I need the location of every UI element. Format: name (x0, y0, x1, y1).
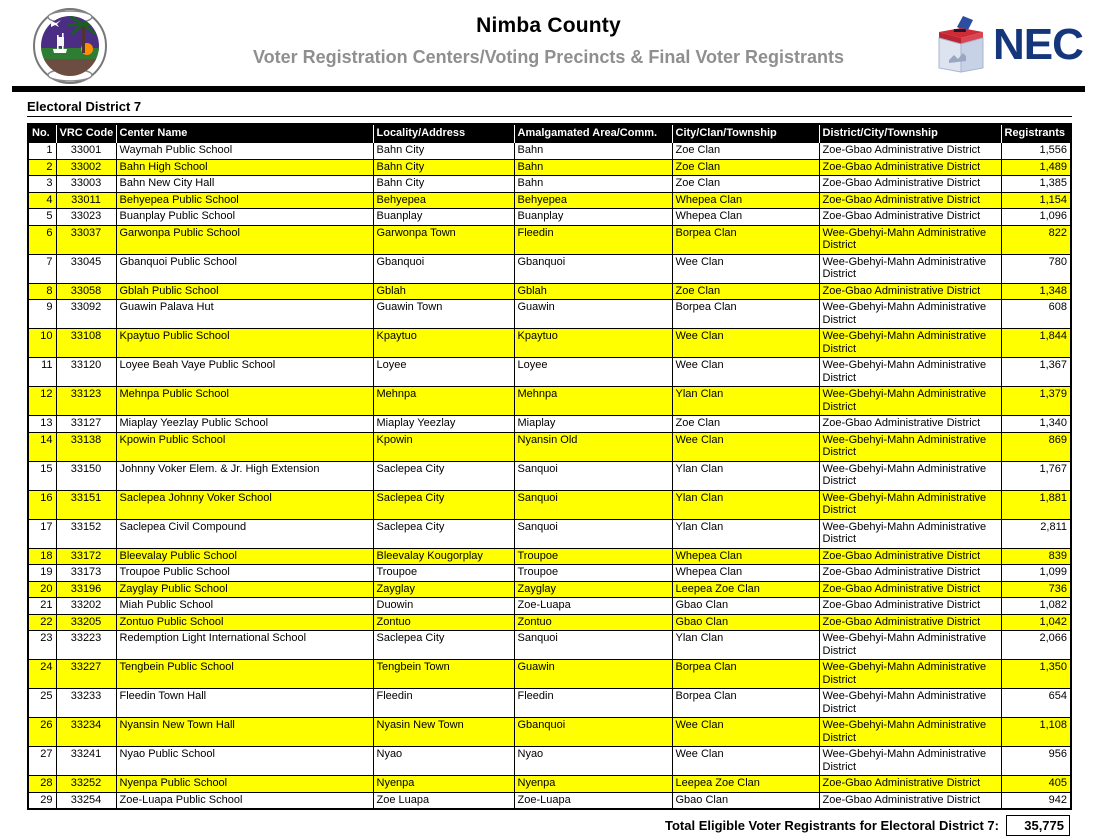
table-row (28, 143, 1071, 160)
cell-area: Gbanquoi (514, 254, 672, 283)
table-row (28, 461, 1071, 490)
cell-vrc-code: 33108 (56, 329, 116, 358)
cell-area: Loyee (514, 358, 672, 387)
cell-district: Zoe-Gbao Administrative District (819, 192, 1001, 209)
cell-vrc-code: 33138 (56, 432, 116, 461)
cell-area: Fleedin (514, 689, 672, 718)
cell-no: 29 (28, 792, 56, 809)
cell-registrants: 1,348 (1001, 283, 1071, 300)
cell-no: 11 (28, 358, 56, 387)
cell-no: 2 (28, 159, 56, 176)
cell-no: 20 (28, 581, 56, 598)
cell-district: Wee-Gbehyi-Mahn Administrative District (819, 519, 1001, 548)
cell-area: Sanquoi (514, 461, 672, 490)
cell-registrants: 1,767 (1001, 461, 1071, 490)
table-row (28, 490, 1071, 519)
cell-clan: Zoe Clan (672, 416, 819, 433)
cell-no: 21 (28, 598, 56, 615)
cell-locality: Loyee (373, 358, 514, 387)
table-row (28, 792, 1071, 809)
cell-registrants: 869 (1001, 432, 1071, 461)
cell-center-name: Nyao Public School (116, 747, 373, 776)
cell-district: Wee-Gbehyi-Mahn Administrative District (819, 225, 1001, 254)
cell-clan: Wee Clan (672, 329, 819, 358)
cell-center-name: Redemption Light International School (116, 631, 373, 660)
cell-registrants: 405 (1001, 776, 1071, 793)
cell-area: Troupoe (514, 565, 672, 582)
cell-clan: Leepea Zoe Clan (672, 581, 819, 598)
cell-district: Zoe-Gbao Administrative District (819, 143, 1001, 160)
cell-clan: Ylan Clan (672, 461, 819, 490)
table-row (28, 387, 1071, 416)
cell-registrants: 2,811 (1001, 519, 1071, 548)
table-row (28, 565, 1071, 582)
cell-no: 28 (28, 776, 56, 793)
cell-area: Guawin (514, 660, 672, 689)
cell-vrc-code: 33001 (56, 143, 116, 160)
cell-registrants: 1,367 (1001, 358, 1071, 387)
cell-clan: Ylan Clan (672, 490, 819, 519)
cell-no: 27 (28, 747, 56, 776)
cell-registrants: 1,881 (1001, 490, 1071, 519)
table-row (28, 718, 1071, 747)
cell-no: 9 (28, 300, 56, 329)
ballot-box-icon (933, 14, 989, 76)
table-row (28, 548, 1071, 565)
cell-registrants: 822 (1001, 225, 1071, 254)
cell-area: Miaplay (514, 416, 672, 433)
cell-locality: Saclepea City (373, 461, 514, 490)
cell-locality: Garwonpa Town (373, 225, 514, 254)
cell-vrc-code: 33045 (56, 254, 116, 283)
table-row (28, 416, 1071, 433)
cell-district: Zoe-Gbao Administrative District (819, 416, 1001, 433)
nec-logo-text: NEC (993, 20, 1083, 69)
cell-no: 12 (28, 387, 56, 416)
cell-district: Wee-Gbehyi-Mahn Administrative District (819, 387, 1001, 416)
cell-clan: Borpea Clan (672, 689, 819, 718)
cell-locality: Saclepea City (373, 519, 514, 548)
cell-district: Wee-Gbehyi-Mahn Administrative District (819, 461, 1001, 490)
table-row (28, 254, 1071, 283)
cell-center-name: Fleedin Town Hall (116, 689, 373, 718)
cell-area: Bahn (514, 143, 672, 160)
column-header-center-name: Center Name (116, 124, 373, 143)
cell-area: Nyenpa (514, 776, 672, 793)
cell-center-name: Saclepea Johnny Voker School (116, 490, 373, 519)
table-row (28, 776, 1071, 793)
cell-center-name: Zayglay Public School (116, 581, 373, 598)
district-section (27, 99, 1072, 836)
cell-center-name: Loyee Beah Vaye Public School (116, 358, 373, 387)
cell-vrc-code: 33023 (56, 209, 116, 226)
cell-center-name: Troupoe Public School (116, 565, 373, 582)
cell-registrants: 839 (1001, 548, 1071, 565)
cell-clan: Gbao Clan (672, 614, 819, 631)
cell-locality: Bleevalay Kougorplay (373, 548, 514, 565)
cell-center-name: Gbanquoi Public School (116, 254, 373, 283)
cell-center-name: Mehnpa Public School (116, 387, 373, 416)
cell-center-name: Gblah Public School (116, 283, 373, 300)
cell-registrants: 608 (1001, 300, 1071, 329)
cell-locality: Buanplay (373, 209, 514, 226)
column-header-registrants: Registrants (1001, 124, 1071, 143)
cell-no: 10 (28, 329, 56, 358)
cell-district: Zoe-Gbao Administrative District (819, 614, 1001, 631)
table-row (28, 660, 1071, 689)
cell-district: Zoe-Gbao Administrative District (819, 209, 1001, 226)
cell-no: 1 (28, 143, 56, 160)
cell-district: Zoe-Gbao Administrative District (819, 776, 1001, 793)
cell-registrants: 1,042 (1001, 614, 1071, 631)
table-row (28, 358, 1071, 387)
table-row (28, 225, 1071, 254)
cell-no: 25 (28, 689, 56, 718)
cell-district: Wee-Gbehyi-Mahn Administrative District (819, 300, 1001, 329)
cell-clan: Zoe Clan (672, 283, 819, 300)
cell-center-name: Bahn High School (116, 159, 373, 176)
table-header-row (28, 124, 1071, 143)
cell-locality: Saclepea City (373, 490, 514, 519)
table-row (28, 581, 1071, 598)
cell-district: Wee-Gbehyi-Mahn Administrative District (819, 718, 1001, 747)
cell-area: Nyao (514, 747, 672, 776)
cell-no: 23 (28, 631, 56, 660)
cell-vrc-code: 33172 (56, 548, 116, 565)
cell-district: Wee-Gbehyi-Mahn Administrative District (819, 329, 1001, 358)
cell-locality: Guawin Town (373, 300, 514, 329)
cell-vrc-code: 33196 (56, 581, 116, 598)
cell-area: Zoe-Luapa (514, 598, 672, 615)
cell-district: Zoe-Gbao Administrative District (819, 565, 1001, 582)
cell-vrc-code: 33123 (56, 387, 116, 416)
cell-locality: Nyenpa (373, 776, 514, 793)
cell-vrc-code: 33205 (56, 614, 116, 631)
cell-center-name: Bleevalay Public School (116, 548, 373, 565)
cell-registrants: 1,099 (1001, 565, 1071, 582)
cell-locality: Kpowin (373, 432, 514, 461)
cell-center-name: Garwonpa Public School (116, 225, 373, 254)
cell-locality: Miaplay Yeezlay (373, 416, 514, 433)
cell-clan: Whepea Clan (672, 192, 819, 209)
cell-locality: Nyasin New Town (373, 718, 514, 747)
cell-center-name: Buanplay Public School (116, 209, 373, 226)
cell-locality: Gbanquoi (373, 254, 514, 283)
cell-locality: Bahn City (373, 143, 514, 160)
cell-vrc-code: 33127 (56, 416, 116, 433)
cell-registrants: 1,556 (1001, 143, 1071, 160)
cell-registrants: 956 (1001, 747, 1071, 776)
table-row (28, 329, 1071, 358)
column-header-locality: Locality/Address (373, 124, 514, 143)
page-title: Nimba County (476, 14, 621, 37)
cell-center-name: Miah Public School (116, 598, 373, 615)
cell-vrc-code: 33234 (56, 718, 116, 747)
cell-vrc-code: 33227 (56, 660, 116, 689)
cell-vrc-code: 33233 (56, 689, 116, 718)
cell-registrants: 1,108 (1001, 718, 1071, 747)
cell-no: 16 (28, 490, 56, 519)
cell-clan: Wee Clan (672, 432, 819, 461)
cell-registrants: 1,379 (1001, 387, 1071, 416)
cell-locality: Bahn City (373, 176, 514, 193)
cell-district: Zoe-Gbao Administrative District (819, 792, 1001, 809)
cell-vrc-code: 33002 (56, 159, 116, 176)
cell-vrc-code: 33092 (56, 300, 116, 329)
cell-locality: Duowin (373, 598, 514, 615)
table-row (28, 432, 1071, 461)
cell-district: Wee-Gbehyi-Mahn Administrative District (819, 432, 1001, 461)
total-value-box: 35,775 (1006, 815, 1070, 836)
cell-clan: Whepea Clan (672, 548, 819, 565)
total-row (27, 815, 1070, 836)
table-row (28, 631, 1071, 660)
cell-clan: Zoe Clan (672, 176, 819, 193)
cell-locality: Kpaytuo (373, 329, 514, 358)
cell-no: 17 (28, 519, 56, 548)
cell-center-name: Miaplay Yeezlay Public School (116, 416, 373, 433)
cell-area: Gbanquoi (514, 718, 672, 747)
table-row (28, 747, 1071, 776)
column-header-no: No. (28, 124, 56, 143)
cell-locality: Mehnpa (373, 387, 514, 416)
cell-vrc-code: 33003 (56, 176, 116, 193)
cell-registrants: 1,154 (1001, 192, 1071, 209)
cell-center-name: Zontuo Public School (116, 614, 373, 631)
cell-registrants: 1,082 (1001, 598, 1071, 615)
cell-no: 3 (28, 176, 56, 193)
registration-centers-table (27, 123, 1072, 810)
cell-vrc-code: 33120 (56, 358, 116, 387)
cell-locality: Fleedin (373, 689, 514, 718)
table-row (28, 598, 1071, 615)
cell-clan: Gbao Clan (672, 598, 819, 615)
cell-locality: Zoe Luapa (373, 792, 514, 809)
cell-center-name: Nyansin New Town Hall (116, 718, 373, 747)
cell-no: 14 (28, 432, 56, 461)
cell-locality: Nyao (373, 747, 514, 776)
cell-clan: Zoe Clan (672, 159, 819, 176)
cell-registrants: 1,096 (1001, 209, 1071, 226)
cell-area: Buanplay (514, 209, 672, 226)
cell-district: Wee-Gbehyi-Mahn Administrative District (819, 490, 1001, 519)
cell-locality: Troupoe (373, 565, 514, 582)
cell-district: Wee-Gbehyi-Mahn Administrative District (819, 747, 1001, 776)
header-divider (12, 86, 1085, 92)
table-row (28, 192, 1071, 209)
cell-registrants: 780 (1001, 254, 1071, 283)
cell-area: Bahn (514, 176, 672, 193)
cell-locality: Saclepea City (373, 631, 514, 660)
cell-locality: Zayglay (373, 581, 514, 598)
column-header-clan: City/Clan/Township (672, 124, 819, 143)
cell-clan: Whepea Clan (672, 209, 819, 226)
cell-no: 18 (28, 548, 56, 565)
cell-registrants: 1,489 (1001, 159, 1071, 176)
cell-registrants: 654 (1001, 689, 1071, 718)
cell-district: Zoe-Gbao Administrative District (819, 598, 1001, 615)
cell-locality: Gblah (373, 283, 514, 300)
table-row (28, 159, 1071, 176)
cell-no: 8 (28, 283, 56, 300)
cell-district: Wee-Gbehyi-Mahn Administrative District (819, 254, 1001, 283)
cell-clan: Zoe Clan (672, 143, 819, 160)
cell-area: Zontuo (514, 614, 672, 631)
cell-clan: Wee Clan (672, 718, 819, 747)
page-header (0, 0, 1097, 86)
cell-center-name: Guawin Palava Hut (116, 300, 373, 329)
nec-logo (933, 14, 1083, 76)
cell-registrants: 1,844 (1001, 329, 1071, 358)
cell-vrc-code: 33152 (56, 519, 116, 548)
cell-clan: Gbao Clan (672, 792, 819, 809)
cell-vrc-code: 33058 (56, 283, 116, 300)
cell-locality: Tengbein Town (373, 660, 514, 689)
cell-center-name: Waymah Public School (116, 143, 373, 160)
cell-district: Zoe-Gbao Administrative District (819, 283, 1001, 300)
cell-area: Troupoe (514, 548, 672, 565)
table-row (28, 689, 1071, 718)
cell-area: Gblah (514, 283, 672, 300)
cell-district: Zoe-Gbao Administrative District (819, 176, 1001, 193)
cell-vrc-code: 33151 (56, 490, 116, 519)
cell-clan: Ylan Clan (672, 631, 819, 660)
total-label: Total Eligible Voter Registrants for Electoral District 7: (665, 818, 999, 833)
cell-center-name: Bahn New City Hall (116, 176, 373, 193)
cell-clan: Leepea Zoe Clan (672, 776, 819, 793)
cell-locality: Behyepea (373, 192, 514, 209)
cell-center-name: Tengbein Public School (116, 660, 373, 689)
cell-area: Sanquoi (514, 490, 672, 519)
cell-clan: Borpea Clan (672, 660, 819, 689)
cell-center-name: Zoe-Luapa Public School (116, 792, 373, 809)
cell-vrc-code: 33037 (56, 225, 116, 254)
cell-vrc-code: 33254 (56, 792, 116, 809)
cell-no: 13 (28, 416, 56, 433)
table-row (28, 519, 1071, 548)
cell-area: Mehnpa (514, 387, 672, 416)
cell-no: 15 (28, 461, 56, 490)
cell-center-name: Saclepea Civil Compound (116, 519, 373, 548)
table-row (28, 614, 1071, 631)
cell-center-name: Kpaytuo Public School (116, 329, 373, 358)
cell-area: Sanquoi (514, 519, 672, 548)
cell-area: Bahn (514, 159, 672, 176)
section-title: Electoral District 7 (27, 99, 1072, 117)
cell-vrc-code: 33011 (56, 192, 116, 209)
cell-center-name: Johnny Voker Elem. & Jr. High Extension (116, 461, 373, 490)
cell-vrc-code: 33150 (56, 461, 116, 490)
cell-vrc-code: 33252 (56, 776, 116, 793)
cell-no: 22 (28, 614, 56, 631)
cell-clan: Wee Clan (672, 254, 819, 283)
cell-registrants: 1,340 (1001, 416, 1071, 433)
cell-clan: Wee Clan (672, 358, 819, 387)
cell-area: Kpaytuo (514, 329, 672, 358)
table-row (28, 283, 1071, 300)
cell-vrc-code: 33241 (56, 747, 116, 776)
cell-locality: Zontuo (373, 614, 514, 631)
cell-center-name: Nyenpa Public School (116, 776, 373, 793)
cell-registrants: 2,066 (1001, 631, 1071, 660)
cell-no: 26 (28, 718, 56, 747)
cell-vrc-code: 33223 (56, 631, 116, 660)
column-header-vrc-code: VRC Code (56, 124, 116, 143)
cell-clan: Ylan Clan (672, 519, 819, 548)
column-header-area: Amalgamated Area/Comm. (514, 124, 672, 143)
cell-vrc-code: 33202 (56, 598, 116, 615)
cell-registrants: 736 (1001, 581, 1071, 598)
cell-district: Zoe-Gbao Administrative District (819, 548, 1001, 565)
cell-no: 5 (28, 209, 56, 226)
cell-area: Zoe-Luapa (514, 792, 672, 809)
cell-area: Fleedin (514, 225, 672, 254)
cell-area: Nyansin Old (514, 432, 672, 461)
cell-area: Sanquoi (514, 631, 672, 660)
cell-no: 6 (28, 225, 56, 254)
cell-clan: Borpea Clan (672, 300, 819, 329)
cell-district: Wee-Gbehyi-Mahn Administrative District (819, 358, 1001, 387)
cell-district: Wee-Gbehyi-Mahn Administrative District (819, 689, 1001, 718)
cell-locality: Bahn City (373, 159, 514, 176)
table-row (28, 176, 1071, 193)
cell-district: Zoe-Gbao Administrative District (819, 581, 1001, 598)
page-subtitle: Voter Registration Centers/Voting Precincts & Final Voter Registrants (252, 47, 845, 67)
cell-area: Guawin (514, 300, 672, 329)
cell-clan: Borpea Clan (672, 225, 819, 254)
cell-clan: Whepea Clan (672, 565, 819, 582)
cell-no: 4 (28, 192, 56, 209)
table-row (28, 300, 1071, 329)
cell-district: Zoe-Gbao Administrative District (819, 159, 1001, 176)
cell-area: Behyepea (514, 192, 672, 209)
cell-no: 7 (28, 254, 56, 283)
cell-center-name: Behyepea Public School (116, 192, 373, 209)
cell-area: Zayglay (514, 581, 672, 598)
table-row (28, 209, 1071, 226)
cell-registrants: 942 (1001, 792, 1071, 809)
cell-clan: Ylan Clan (672, 387, 819, 416)
cell-no: 19 (28, 565, 56, 582)
cell-vrc-code: 33173 (56, 565, 116, 582)
cell-registrants: 1,385 (1001, 176, 1071, 193)
cell-clan: Wee Clan (672, 747, 819, 776)
cell-district: Wee-Gbehyi-Mahn Administrative District (819, 631, 1001, 660)
cell-no: 24 (28, 660, 56, 689)
cell-registrants: 1,350 (1001, 660, 1071, 689)
cell-center-name: Kpowin Public School (116, 432, 373, 461)
column-header-district: District/City/Township (819, 124, 1001, 143)
cell-district: Wee-Gbehyi-Mahn Administrative District (819, 660, 1001, 689)
